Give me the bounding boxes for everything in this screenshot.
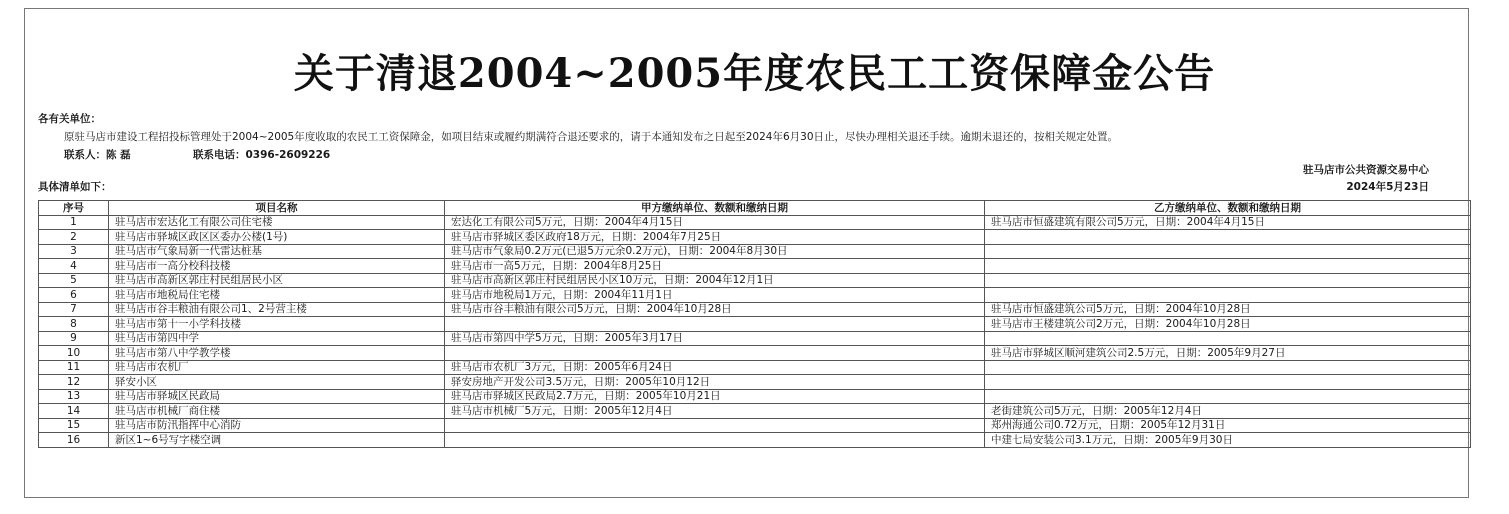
table-row — [39, 418, 1471, 433]
party-b-payment: 驻马店市恒盛建筑公司5万元，日期：2004年10月28日 — [985, 302, 1471, 317]
issue-date: 2024年5月23日 — [1346, 181, 1429, 193]
party-b-payment — [985, 273, 1471, 288]
row-index: 8 — [39, 317, 109, 332]
list-intro: 具体清单如下： — [38, 181, 112, 193]
project-name: 驿安小区 — [109, 375, 445, 390]
party-b-payment — [985, 288, 1471, 303]
table-row — [39, 302, 1471, 317]
issuer-name: 驻马店市公共资源交易中心 — [1303, 164, 1429, 176]
party-b-payment: 郑州海通公司0.72万元，日期：2005年12月31日 — [985, 418, 1471, 433]
party-a-payment — [445, 317, 985, 332]
party-a-payment — [445, 433, 985, 448]
table-header-row — [39, 201, 1471, 216]
header-party-b: 乙方缴纳单位、数额和缴纳日期 — [985, 201, 1471, 216]
party-a-payment: 驻马店市驿城区委区政府18万元，日期：2004年7月25日 — [445, 230, 985, 245]
project-name: 驻马店市谷丰粮油有限公司1、2号营主楼 — [109, 302, 445, 317]
project-name: 驻马店市第十一小学科技楼 — [109, 317, 445, 332]
party-b-payment: 驻马店市恒盛建筑有限公司5万元，日期：2004年4月15日 — [985, 215, 1471, 230]
party-a-payment: 驻马店市气象局0.2万元(已退5万元余0.2万元)，日期：2004年8月30日 — [445, 244, 985, 259]
party-a-payment: 驻马店市谷丰粮油有限公司5万元，日期：2004年10月28日 — [445, 302, 985, 317]
table-row — [39, 230, 1471, 245]
party-b-payment: 驻马店市王楼建筑公司2万元，日期：2004年10月28日 — [985, 317, 1471, 332]
project-name: 驻马店市高新区郭庄村民组居民小区 — [109, 273, 445, 288]
party-a-payment: 驻马店市第四中学5万元，日期：2005年3月17日 — [445, 331, 985, 346]
row-index: 6 — [39, 288, 109, 303]
project-name: 驻马店市气象局新一代雷达桩基 — [109, 244, 445, 259]
table-row — [39, 389, 1471, 404]
project-name: 驻马店市防汛指挥中心消防 — [109, 418, 445, 433]
project-name: 新区1~6号写字楼空调 — [109, 433, 445, 448]
row-index: 3 — [39, 244, 109, 259]
party-b-payment — [985, 259, 1471, 274]
party-b-payment — [985, 360, 1471, 375]
row-index: 16 — [39, 433, 109, 448]
party-a-payment: 驻马店市机械厂5万元，日期：2005年12月4日 — [445, 404, 985, 419]
party-a-payment: 驻马店市地税局1万元，日期：2004年11月1日 — [445, 288, 985, 303]
project-name: 驻马店市第四中学 — [109, 331, 445, 346]
table-row — [39, 215, 1471, 230]
header-index: 序号 — [39, 201, 109, 216]
row-index: 11 — [39, 360, 109, 375]
table-row — [39, 244, 1471, 259]
row-index: 12 — [39, 375, 109, 390]
table-row — [39, 375, 1471, 390]
party-a-payment — [445, 346, 985, 361]
party-b-payment — [985, 230, 1471, 245]
row-index: 10 — [39, 346, 109, 361]
party-a-payment: 驻马店市农机厂3万元，日期：2005年6月24日 — [445, 360, 985, 375]
row-index: 14 — [39, 404, 109, 419]
row-index: 4 — [39, 259, 109, 274]
party-a-payment — [445, 418, 985, 433]
row-index: 15 — [39, 418, 109, 433]
table-row — [39, 360, 1471, 375]
row-index: 1 — [39, 215, 109, 230]
greeting: 各有关单位： — [38, 113, 101, 125]
table-row — [39, 288, 1471, 303]
table-row — [39, 346, 1471, 361]
table-row — [39, 273, 1471, 288]
row-index: 7 — [39, 302, 109, 317]
contact-person: 联系人：陈 磊 — [64, 149, 131, 161]
refund-table — [38, 200, 1471, 448]
project-name: 驻马店市宏达化工有限公司住宅楼 — [109, 215, 445, 230]
party-b-payment: 驻马店市驿城区顺河建筑公司2.5万元，日期：2005年9月27日 — [985, 346, 1471, 361]
table-row — [39, 404, 1471, 419]
row-index: 9 — [39, 331, 109, 346]
party-b-payment — [985, 244, 1471, 259]
party-b-payment — [985, 389, 1471, 404]
project-name: 驻马店市农机厂 — [109, 360, 445, 375]
party-a-payment: 驻马店市驿城区民政局2.7万元，日期：2005年10月21日 — [445, 389, 985, 404]
table-row — [39, 331, 1471, 346]
party-a-payment: 驿安房地产开发公司3.5万元，日期：2005年10月12日 — [445, 375, 985, 390]
project-name: 驻马店市驿城区民政局 — [109, 389, 445, 404]
table-row — [39, 317, 1471, 332]
notice-title: 关于清退2004~2005年度农民工工资保障金公告 — [293, 50, 1216, 97]
row-index: 2 — [39, 230, 109, 245]
header-party-a: 甲方缴纳单位、数额和缴纳日期 — [445, 201, 985, 216]
project-name: 驻马店市一高分校科技楼 — [109, 259, 445, 274]
project-name: 驻马店市地税局住宅楼 — [109, 288, 445, 303]
party-b-payment: 中建七局安装公司3.1万元，日期：2005年9月30日 — [985, 433, 1471, 448]
party-b-payment — [985, 375, 1471, 390]
project-name: 驻马店市第八中学教学楼 — [109, 346, 445, 361]
party-a-payment: 驻马店市一高5万元，日期：2004年8月25日 — [445, 259, 985, 274]
body-paragraph: 原驻马店市建设工程招投标管理处于2004~2005年度收取的农民工工资保障金，如项目结束或履约期满符合退还要求的，请于本通知发布之日起至2024年6月30日止，尽快办理相关退还手续。逾期未退还的，按相关规定处置。 — [64, 131, 1118, 143]
contact-phone: 联系电话：0396-2609226 — [193, 149, 331, 161]
party-a-payment: 宏达化工有限公司5万元，日期：2004年4月15日 — [445, 215, 985, 230]
project-name: 驻马店市机械厂商住楼 — [109, 404, 445, 419]
party-b-payment: 老街建筑公司5万元，日期：2005年12月4日 — [985, 404, 1471, 419]
table-row — [39, 433, 1471, 448]
row-index: 5 — [39, 273, 109, 288]
project-name: 驻马店市驿城区政区区委办公楼(1号) — [109, 230, 445, 245]
row-index: 13 — [39, 389, 109, 404]
party-b-payment — [985, 331, 1471, 346]
header-project: 项目名称 — [109, 201, 445, 216]
table-body — [39, 215, 1471, 447]
table-row — [39, 259, 1471, 274]
party-a-payment: 驻马店市高新区郭庄村民组居民小区10万元，日期：2004年12月1日 — [445, 273, 985, 288]
